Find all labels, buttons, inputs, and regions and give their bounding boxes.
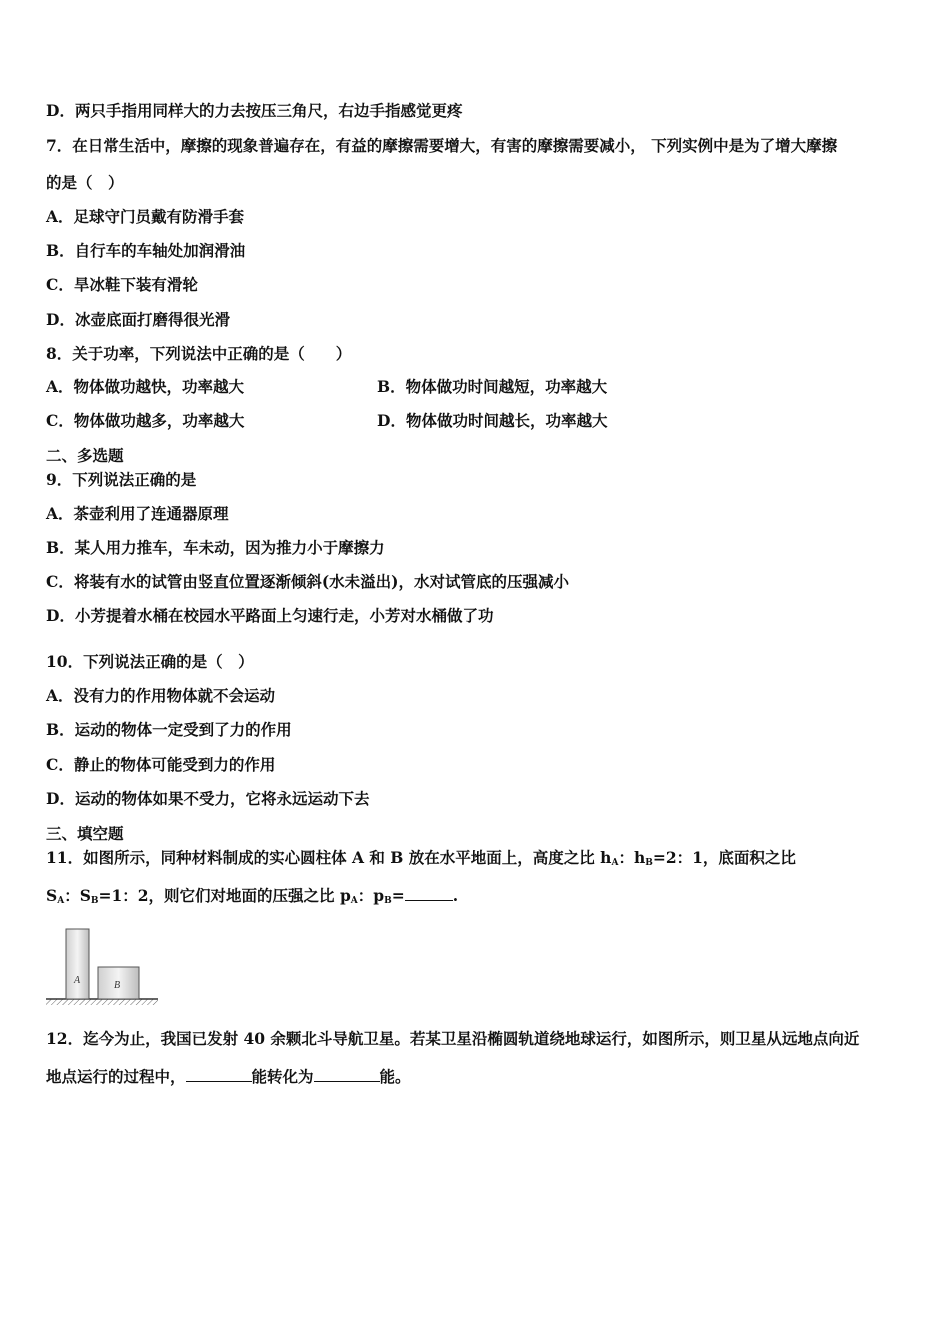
label-a: A bbox=[74, 975, 81, 986]
q12-text-1: 地点运行的过程中， bbox=[46, 1067, 186, 1086]
q7-option-c: C．旱冰鞋下装有滑轮 bbox=[46, 275, 198, 294]
q11-sub-a1: A bbox=[611, 858, 619, 868]
q10-option-d: D．运动的物体如果不受力，它将永远运动下去 bbox=[46, 789, 370, 808]
q11-sub-b2: B bbox=[90, 896, 99, 906]
label-b: B bbox=[114, 980, 121, 991]
q11-sub-b1: B bbox=[645, 858, 653, 868]
q9-stem: 9．下列说法正确的是 bbox=[46, 470, 197, 489]
q8-option-c: C．物体做功越多，功率越大 bbox=[46, 411, 245, 430]
q11-colon-2: ：S bbox=[64, 886, 91, 905]
q11-sub-a3: A bbox=[350, 896, 358, 906]
q8-option-a: A．物体做功越快，功率越大 bbox=[46, 377, 245, 396]
q11-text-2: =2：1，底面积之比 bbox=[652, 848, 796, 867]
section-multiple-choice: 二、多选题 bbox=[46, 446, 124, 465]
q11-text-1: 11．如图所示，同种材料制成的实心圆柱体 A 和 B 放在水平地面上，高度之比 h bbox=[46, 848, 612, 867]
q11-answer-blank bbox=[405, 886, 453, 901]
q11-period: . bbox=[452, 886, 459, 905]
q7-stem: 7．在日常生活中，摩擦的现象普遍存在，有益的摩擦需要增大，有害的摩擦需要减小， 下列实例中是为了增大摩擦 bbox=[46, 136, 838, 155]
q7-option-b: B．自行车的车轴处加润滑油 bbox=[46, 241, 246, 260]
q12-stem-cont bbox=[46, 1067, 411, 1087]
q7-stem-cont: 的是（ ） bbox=[46, 173, 124, 192]
q11-text-5: = bbox=[391, 886, 405, 905]
q9-option-a: A．茶壶利用了连通器原理 bbox=[46, 504, 229, 523]
cylinders-diagram bbox=[46, 925, 158, 1007]
q12-text-3: 能。 bbox=[379, 1067, 411, 1086]
q11-text-3: S bbox=[46, 886, 58, 905]
q8-option-b: B．物体做功时间越短，功率越大 bbox=[377, 377, 608, 396]
q11-stem-cont bbox=[46, 886, 458, 911]
q11-sub-a2: A bbox=[57, 896, 65, 906]
q8-stem: 8．关于功率，下列说法中正确的是（ ） bbox=[46, 344, 352, 363]
q10-stem: 10．下列说法正确的是（ ） bbox=[46, 652, 254, 671]
section-fill-in: 三、填空题 bbox=[46, 824, 124, 843]
q11-sub-b3: B bbox=[384, 896, 392, 906]
q12-text-2: 能转化为 bbox=[251, 1067, 314, 1086]
q9-option-d: D．小芳提着水桶在校园水平路面上匀速行走，小芳对水桶做了功 bbox=[46, 606, 494, 625]
q12-stem: 12．迄今为止，我国已发射 40 余颗北斗导航卫星。若某卫星沿椭圆轨道绕地球运行，如图所示，则卫星从远地点向近 bbox=[46, 1029, 860, 1048]
q7-option-d: D．冰壶底面打磨得很光滑 bbox=[46, 310, 230, 329]
q12-blank-1 bbox=[186, 1067, 252, 1082]
q12-blank-2 bbox=[314, 1067, 380, 1082]
ground-hatching bbox=[46, 999, 158, 1005]
q10-option-c: C．静止的物体可能受到力的作用 bbox=[46, 755, 276, 774]
q9-option-c: C．将装有水的试管由竖直位置逐渐倾斜(水未溢出)，水对试管底的压强减小 bbox=[46, 572, 570, 591]
cylinders-figure bbox=[46, 925, 158, 1007]
q11-text-4: =1：2，则它们对地面的压强之比 p bbox=[98, 886, 351, 905]
q6-option-d: D．两只手指用同样大的力去按压三角尺，右边手指感觉更疼 bbox=[46, 101, 463, 120]
q11-colon-3: ：p bbox=[357, 886, 385, 905]
cylinder-a bbox=[66, 929, 89, 999]
q9-option-b: B．某人用力推车，车未动，因为推力小于摩擦力 bbox=[46, 538, 385, 557]
q7-option-a: A．足球守门员戴有防滑手套 bbox=[46, 207, 245, 226]
q8-option-d: D．物体做功时间越长，功率越大 bbox=[377, 411, 608, 430]
q11-colon-1: ：h bbox=[618, 848, 646, 867]
q11-stem bbox=[46, 848, 796, 873]
q10-option-b: B．运动的物体一定受到了力的作用 bbox=[46, 720, 292, 739]
q10-option-a: A．没有力的作用物体就不会运动 bbox=[46, 686, 276, 705]
